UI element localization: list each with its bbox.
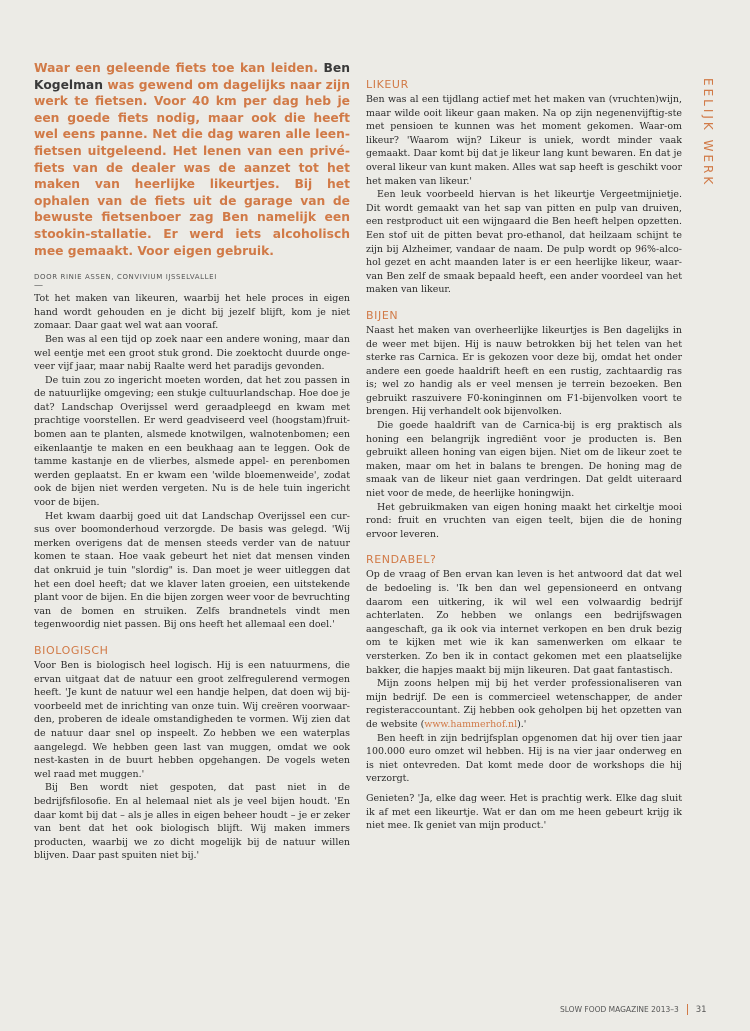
body-paragraph: Die goede haaldrift van de Carnica-bij is erg praktisch als honing een belangrijk ingrediënt voor je producten is. Ben gebruikt alleen honing van eigen bijen. Niet om de likeur zoet te maken, maar om het in balans te brengen. De honing mag de smaak van de likeur niet gaan verdringen. Dat geldt uiteraard niet voor de mede, de heerlijke honingwijn. <box>366 420 682 500</box>
body-paragraph: Bij Ben wordt niet gespoten, dat past niet in de bedrijfsfilosofie. En al helemaal niet als je veel bijen houdt. 'En daar komt bij dat – als je alles in eigen beheer houdt – je er zeker van bent dat het ook biologisch blijft. Wij maken immers producten, waarbij we zo dicht mogelijk bij de natuur willen blijven. Daar past spuiten niet bij.' <box>34 782 350 862</box>
body-paragraph: Ben was al een tijdlang actief met het maken van (vruchten)wijn, maar wilde ooit likeur gaan maken. Na op zijn negenenvijftig-ste met pensioen te kunnen was het moment gekomen. Waar-om likeur? 'Waarom wijn? Likeur is uniek, wordt minder vaak gemaakt. Daar komt bij dat je likeur lang kunt bewaren. En dat je overal likeur van kunt maken. Alles wat sap heeft is geschikt voor het maken van likeur.' <box>366 94 682 187</box>
magazine-name: SLOW FOOD MAGAZINE 2013–3 <box>560 1005 679 1014</box>
body-paragraph: Tot het maken van likeuren, waarbij het hele proces in eigen hand wordt gehouden en je dicht bij jezelf blijft, kom je niet zomaar. Daar gaat wel wat aan vooraf. <box>34 293 350 332</box>
body-paragraph-website <box>366 677 682 731</box>
body-paragraph: Op de vraag of Ben ervan kan leven is het antwoord dat dat wel de bedoeling is. 'Ik ben dan wel gepensioneerd en ontvang daarom een uitkering, ik wil wel een volwaardig bedrijf achterlaten. Zo hebben we onlangs een bedrijfswagen aangeschaft, ga ik ook via internet verkopen en ben druk bezig om te kijken met wie ik kan samenwerken om elkaar te versterken. Zo ben ik in contact gekomen met een plaatselijke bakker, die hapjes maakt bij mijn likeuren. Dat gaat fantastisch. <box>366 569 682 676</box>
body-paragraph: Het kwam daarbij goed uit dat Landschap Overijssel een cur-sus over boomonderhoud verzorgde. De basis was gelegd. 'Wij merken overigens dat de mensen steeds verder van de natuur komen te staan. Hoe vaak gebeurt het niet dat mensen vinden dat onkruid je tuin "slordig" is. Dan moet je weer uitleggen dat het een doel heeft; dat we klaver laten groeien, een uitstekende plant voor de bijen. En die bijen zorgen weer voor de bevruchting van de bomen en struiken. Zelfs brandnetels vindt men tegenwoordig niet passen. Bij ons heeft het allemaal een doel.' <box>34 510 350 631</box>
body-paragraph: Ben heeft in zijn bedrijfsplan opgenomen dat hij over tien jaar 100.000 euro omzet wil hebben. Hij is na vier jaar onderweg en is niet ontevreden. Dat komt mede door de workshops die hij verzorgt. <box>366 732 682 785</box>
footer-divider <box>687 1004 688 1015</box>
intro-text-a: Waar een geleende fiets toe kan leiden. <box>34 61 319 75</box>
heading-likeur: LIKEUR <box>366 78 409 91</box>
page-footer <box>560 1004 720 1015</box>
body-paragraph: Ben was al een tijd op zoek naar een andere woning, maar dan wel eentje met een groot stuk grond. Die zoektocht duurde onge-veer vijf jaar, maar nabij Raalte werd het paradijs gevonden. <box>34 333 350 373</box>
section-side-label: EELIJK WERK <box>701 78 715 188</box>
byline: DOOR RINIE ASSEN, CONVIVIUM IJSSELVALLEI <box>34 273 217 282</box>
intro-text-b: was gewend om dagelijks naar zijn werk te fietsen. Voor 40 km per dag heb je een goede fiets nodig, maar ook die heeft wel eens panne. Net die dag waren alle leen-fietsen uitgeleend. Het lenen van een privé-fiets van de dealer was de aanzet tot het maken van heerlijke likeurtjes. Bij het ophalen van de fiets uit de garage van de bewuste fietsenboer zag Ben namelijk een stookin-stallatie. Er werd iets alcoholisch mee gemaakt. Voor eigen gebruik. <box>34 77 350 258</box>
heading-rendabel: RENDABEL? <box>366 553 437 567</box>
website-link[interactable]: www.hammerhof.nl <box>424 718 518 730</box>
body-paragraph: Het gebruikmaken van eigen honing maakt het cirkeltje mooi rond: fruit en vruchten van eigen teelt, bijen die de honing ervoor leveren. <box>366 501 682 540</box>
website-text-pre: Mijn zoons helpen mij bij het verder professionaliseren van mijn bedrijf. De een is commercieel wetenschapper, de ander registeraccountant. Zij hebben ook geholpen bij het opzetten van de website ( <box>366 678 682 730</box>
website-text-post: ).' <box>517 718 527 730</box>
body-paragraph: Een leuk voorbeeld hiervan is het likeurtje Vergeetmijnietje. Dit wordt gemaakt van het sap van pitten en pulp van druiven, een restproduct uit een wijngaard die Ben heeft helpen opzetten. Een stof uit de pitten bevat pro-ethanol, dat heilzaam schijnt te zijn bij Alzheimer, vandaar de naam. De pulp wordt op 96%-alco-hol gezet en acht maanden later is er een heerlijke likeur, waar-van Ben zelf de smaak bepaald heeft, een ander voordeel van het maken van likeur. <box>366 189 682 296</box>
heading-bijen: BIJEN <box>366 308 399 322</box>
body-paragraph: Genieten? 'Ja, elke dag weer. Het is prachtig werk. Elke dag sluit ik af met een likeurtje. Wat er dan om me heen gebeurt krijg ik niet mee. Ik geniet van mijn product.' <box>366 792 682 832</box>
body-paragraph: Naast het maken van overheerlijke likeurtjes is Ben dagelijks in de weer met bijen. Hij is nauw betrokken bij het telen van het sterke ras Carnica. Er is gekozen voor deze bij, omdat het onder andere een goede haaldrift heeft en een rustig, zachtaardig ras is; wel zo handig als er veel mensen je terrein bezoeken. Ben gebruikt raszuivere F0-koninginnen om F1-bijenvolken voort te brengen. Hij verhandelt ook bijenvolken. <box>366 324 682 418</box>
intro-lead <box>34 60 350 259</box>
body-paragraph: Voor Ben is biologisch heel logisch. Hij is een natuurmens, die ervan uitgaat dat de natuur een groot zelfregulerend vermogen heeft. 'Je kunt de natuur wel een handje helpen, dat doen wij bij-voorbeeld met de inrichting van onze tuin. Wij creëren voorwaar-den, proberen de ideale omstandigheden te vormen. Wij zien dat de natuur daar snel op inspeelt. Zo hebben we een waterplas aangelegd. We hebben geen last van muggen, omdat we ook nest-kasten in de buurt hebben opgehangen. De vogels weten wel raad met muggen.' <box>34 659 350 780</box>
right-column <box>366 78 682 833</box>
body-paragraph: De tuin zou zo ingericht moeten worden, dat het zou passen in de natuurlijke omgeving; een stukje cultuurlandschap. Hoe doe je dat? Landschap Overijssel werd geraadpleegd en kwam met prachtige voorstellen. Er werd geadviseerd veel (hoogstam)fruit-bomen aan te planten, alsmede knotwilgen, walnotenbomen; een eikenlaantje te maken en een beukhaag aan te leggen. Ook de tamme kastanje en de vlierbes, alsmede appel- en perenbomen werden geplaatst. En er kwam een 'wilde bloemenweide', zodat ook de bijen niet werden vergeten. Nu is de hele tuin ingericht voor de bijen. <box>34 374 350 509</box>
intro-name: Ben Kogelman <box>34 61 350 92</box>
heading-biologisch: BIOLOGISCH <box>34 643 109 657</box>
page-number: 31 <box>695 1004 707 1015</box>
left-column <box>34 60 350 863</box>
byline-dash: — <box>34 281 43 292</box>
